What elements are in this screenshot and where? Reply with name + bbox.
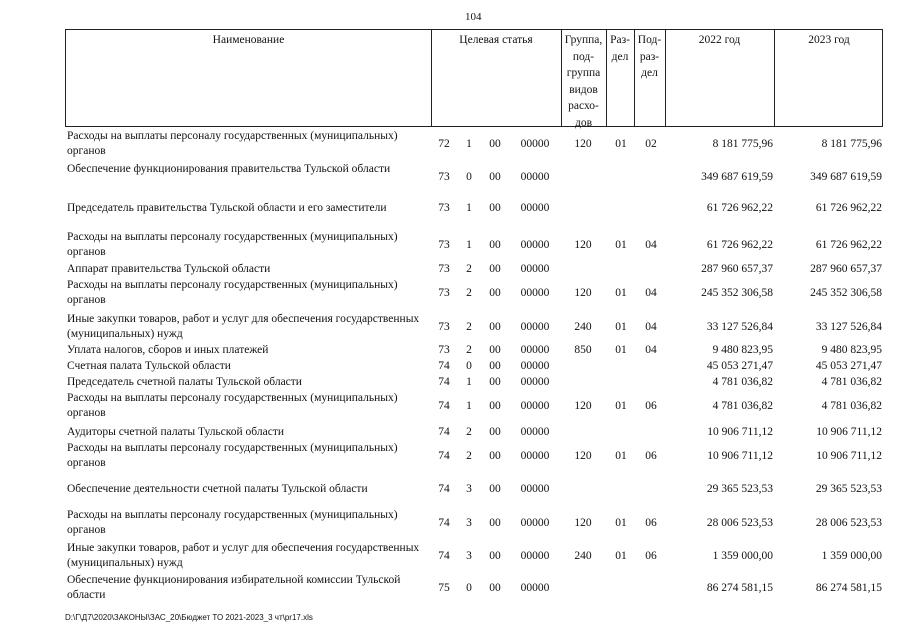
target-code-3: 00 [489,517,501,529]
target-code-2: 1 [466,376,472,388]
target-code-1: 74 [438,376,450,388]
page-number: 104 [465,11,482,23]
target-code-1: 74 [438,450,450,462]
section-code: 01 [615,138,627,150]
row-name: Расходы на выплаты персоналу государственных (муниципальных) органов [67,392,398,419]
row-name: Обеспечение функционирования правительства Тульской области [67,163,391,175]
target-code-3: 00 [489,239,501,251]
header-2022: 2022 год [698,34,741,46]
amount-2023: 86 274 581,15 [815,582,882,594]
target-code-4: 00000 [520,582,550,594]
row-name: Аудиторы счетной палаты Тульской области [67,426,285,438]
amount-2023: 29 365 523,53 [815,483,882,495]
target-code-1: 74 [438,550,450,562]
target-code-2: 3 [466,550,472,562]
amount-2023: 8 181 775,96 [821,138,882,150]
amount-2023: 33 127 526,84 [815,321,882,333]
target-code-2: 2 [466,344,472,356]
target-code-1: 72 [438,138,450,150]
target-code-1: 74 [438,517,450,529]
header-group: Группа, под- группа видов расхо- дов [564,34,603,129]
header-2023: 2023 год [808,34,850,46]
header-name: Наименование [212,34,285,46]
target-code-3: 00 [489,376,501,388]
target-code-3: 00 [489,138,501,150]
amount-2023: 9 480 823,95 [821,344,882,356]
target-code-2: 0 [466,582,472,594]
amount-2022: 10 906 711,12 [707,426,773,438]
target-code-4: 00000 [520,138,550,150]
amount-2022: 245 352 306,58 [701,287,773,299]
amount-2022: 4 781 036,82 [712,400,773,412]
amount-2023: 10 906 711,12 [816,426,882,438]
amount-2023: 28 006 523,53 [815,517,882,529]
target-code-1: 73 [438,287,450,299]
target-code-2: 2 [466,426,472,438]
target-code-3: 00 [489,550,501,562]
row-name: Расходы на выплаты персоналу государственных (муниципальных) органов [67,279,398,306]
target-code-4: 00000 [520,550,550,562]
section-code: 01 [615,450,627,462]
target-code-3: 00 [489,400,501,412]
target-code-3: 00 [489,360,501,372]
expense-group: 240 [574,550,592,562]
target-code-4: 00000 [520,171,550,183]
target-code-3: 00 [489,263,501,275]
amount-2023: 45 053 271,47 [815,360,882,372]
expense-group: 120 [574,450,592,462]
target-code-2: 1 [466,138,472,150]
row-name: Обеспечение функционирования избирательной комиссии Тульской области [67,574,401,601]
amount-2022: 61 726 962,22 [706,202,773,214]
target-code-3: 00 [489,582,501,594]
row-name: Счетная палата Тульской области [67,360,231,372]
target-code-1: 73 [438,171,450,183]
target-code-2: 3 [466,517,472,529]
target-code-1: 74 [438,400,450,412]
expense-group: 850 [574,344,592,356]
amount-2023: 349 687 619,59 [810,171,882,183]
target-code-4: 00000 [520,483,550,495]
target-code-1: 74 [438,426,450,438]
expense-group: 120 [574,287,592,299]
target-code-2: 2 [466,450,472,462]
row-name: Председатель счетной палаты Тульской области [67,376,302,388]
row-name: Расходы на выплаты персоналу государственных (муниципальных) органов [67,442,398,469]
row-name: Иные закупки товаров, работ и услуг для обеспечения государственных (муниципальных) нужд [67,542,420,569]
target-code-3: 00 [489,344,501,356]
target-code-1: 73 [438,239,450,251]
row-name: Расходы на выплаты персоналу государственных (муниципальных) органов [67,509,398,536]
amount-2023: 287 960 657,37 [810,263,882,275]
target-code-3: 00 [489,287,501,299]
section-code: 01 [615,321,627,333]
target-code-2: 2 [466,263,472,275]
target-code-1: 74 [438,360,450,372]
file-path-footer: D:\Г\Д7\2020\ЗАКОНЫ\ЗАС_20\Бюджет ТО 2021-2023_3 чт\pr17.xls [65,613,313,622]
target-code-2: 2 [466,321,472,333]
amount-2023: 61 726 962,22 [815,239,882,251]
target-code-4: 00000 [520,239,550,251]
amount-2022: 10 906 711,12 [707,450,773,462]
row-name: Аппарат правительства Тульской области [67,263,271,275]
expense-group: 120 [574,400,592,412]
target-code-2: 1 [466,202,472,214]
row-name: Расходы на выплаты персоналу государственных (муниципальных) органов [67,130,398,157]
amount-2023: 4 781 036,82 [821,400,882,412]
amount-2023: 61 726 962,22 [815,202,882,214]
target-code-2: 2 [466,287,472,299]
subsection-code: 04 [645,321,657,333]
target-code-1: 75 [438,582,450,594]
subsection-code: 06 [645,550,657,562]
section-code: 01 [615,400,627,412]
subsection-code: 06 [645,517,657,529]
amount-2023: 4 781 036,82 [821,376,882,388]
section-code: 01 [615,550,627,562]
subsection-code: 04 [645,344,657,356]
target-code-2: 1 [466,400,472,412]
target-code-3: 00 [489,450,501,462]
amount-2022: 287 960 657,37 [701,263,773,275]
amount-2022: 86 274 581,15 [706,582,773,594]
subsection-code: 06 [645,450,657,462]
target-code-1: 73 [438,321,450,333]
amount-2022: 8 181 775,96 [712,138,773,150]
amount-2022: 33 127 526,84 [706,321,773,333]
target-code-2: 0 [466,360,472,372]
subsection-code: 04 [645,239,657,251]
amount-2022: 1 359 000,00 [712,550,773,562]
target-code-4: 00000 [520,517,550,529]
amount-2022: 349 687 619,59 [701,171,773,183]
target-code-4: 00000 [520,376,550,388]
subsection-code: 04 [645,287,657,299]
amount-2022: 29 365 523,53 [706,483,773,495]
header-target: Целевая статья [459,34,533,46]
header-section: Раз- дел [610,34,630,63]
row-name: Председатель правительства Тульской области и его заместители [67,202,387,214]
expense-group: 240 [574,321,592,333]
target-code-4: 00000 [520,321,550,333]
expense-group: 120 [574,239,592,251]
row-name: Уплата налогов, сборов и иных платежей [67,344,269,356]
target-code-1: 74 [438,483,450,495]
table-header [65,29,883,127]
amount-2022: 61 726 962,22 [706,239,773,251]
amount-2022: 9 480 823,95 [712,344,773,356]
target-code-3: 00 [489,426,501,438]
target-code-4: 00000 [520,202,550,214]
target-code-1: 73 [438,344,450,356]
target-code-4: 00000 [520,263,550,275]
target-code-3: 00 [489,483,501,495]
header-subsection: Под- раз- дел [637,34,662,79]
expense-group: 120 [574,517,592,529]
section-code: 01 [615,344,627,356]
amount-2023: 10 906 711,12 [816,450,882,462]
subsection-code: 06 [645,400,657,412]
target-code-2: 0 [466,171,472,183]
amount-2023: 1 359 000,00 [821,550,882,562]
target-code-4: 00000 [520,426,550,438]
amount-2022: 4 781 036,82 [712,376,773,388]
target-code-4: 00000 [520,287,550,299]
section-code: 01 [615,239,627,251]
row-name: Обеспечение деятельности счетной палаты Тульской области [67,483,368,495]
row-name: Расходы на выплаты персоналу государственных (муниципальных) органов [67,231,398,258]
target-code-4: 00000 [520,360,550,372]
amount-2023: 245 352 306,58 [810,287,882,299]
amount-2022: 28 006 523,53 [706,517,773,529]
target-code-4: 00000 [520,450,550,462]
target-code-1: 73 [438,263,450,275]
subsection-code: 02 [645,138,657,150]
row-name: Иные закупки товаров, работ и услуг для обеспечения государственных (муниципальных) нужд [67,313,420,340]
target-code-1: 73 [438,202,450,214]
target-code-3: 00 [489,321,501,333]
target-code-2: 3 [466,483,472,495]
target-code-3: 00 [489,171,501,183]
section-code: 01 [615,517,627,529]
expense-group: 120 [574,138,592,150]
target-code-4: 00000 [520,400,550,412]
amount-2022: 45 053 271,47 [706,360,773,372]
target-code-3: 00 [489,202,501,214]
section-code: 01 [615,287,627,299]
target-code-4: 00000 [520,344,550,356]
target-code-2: 1 [466,239,472,251]
